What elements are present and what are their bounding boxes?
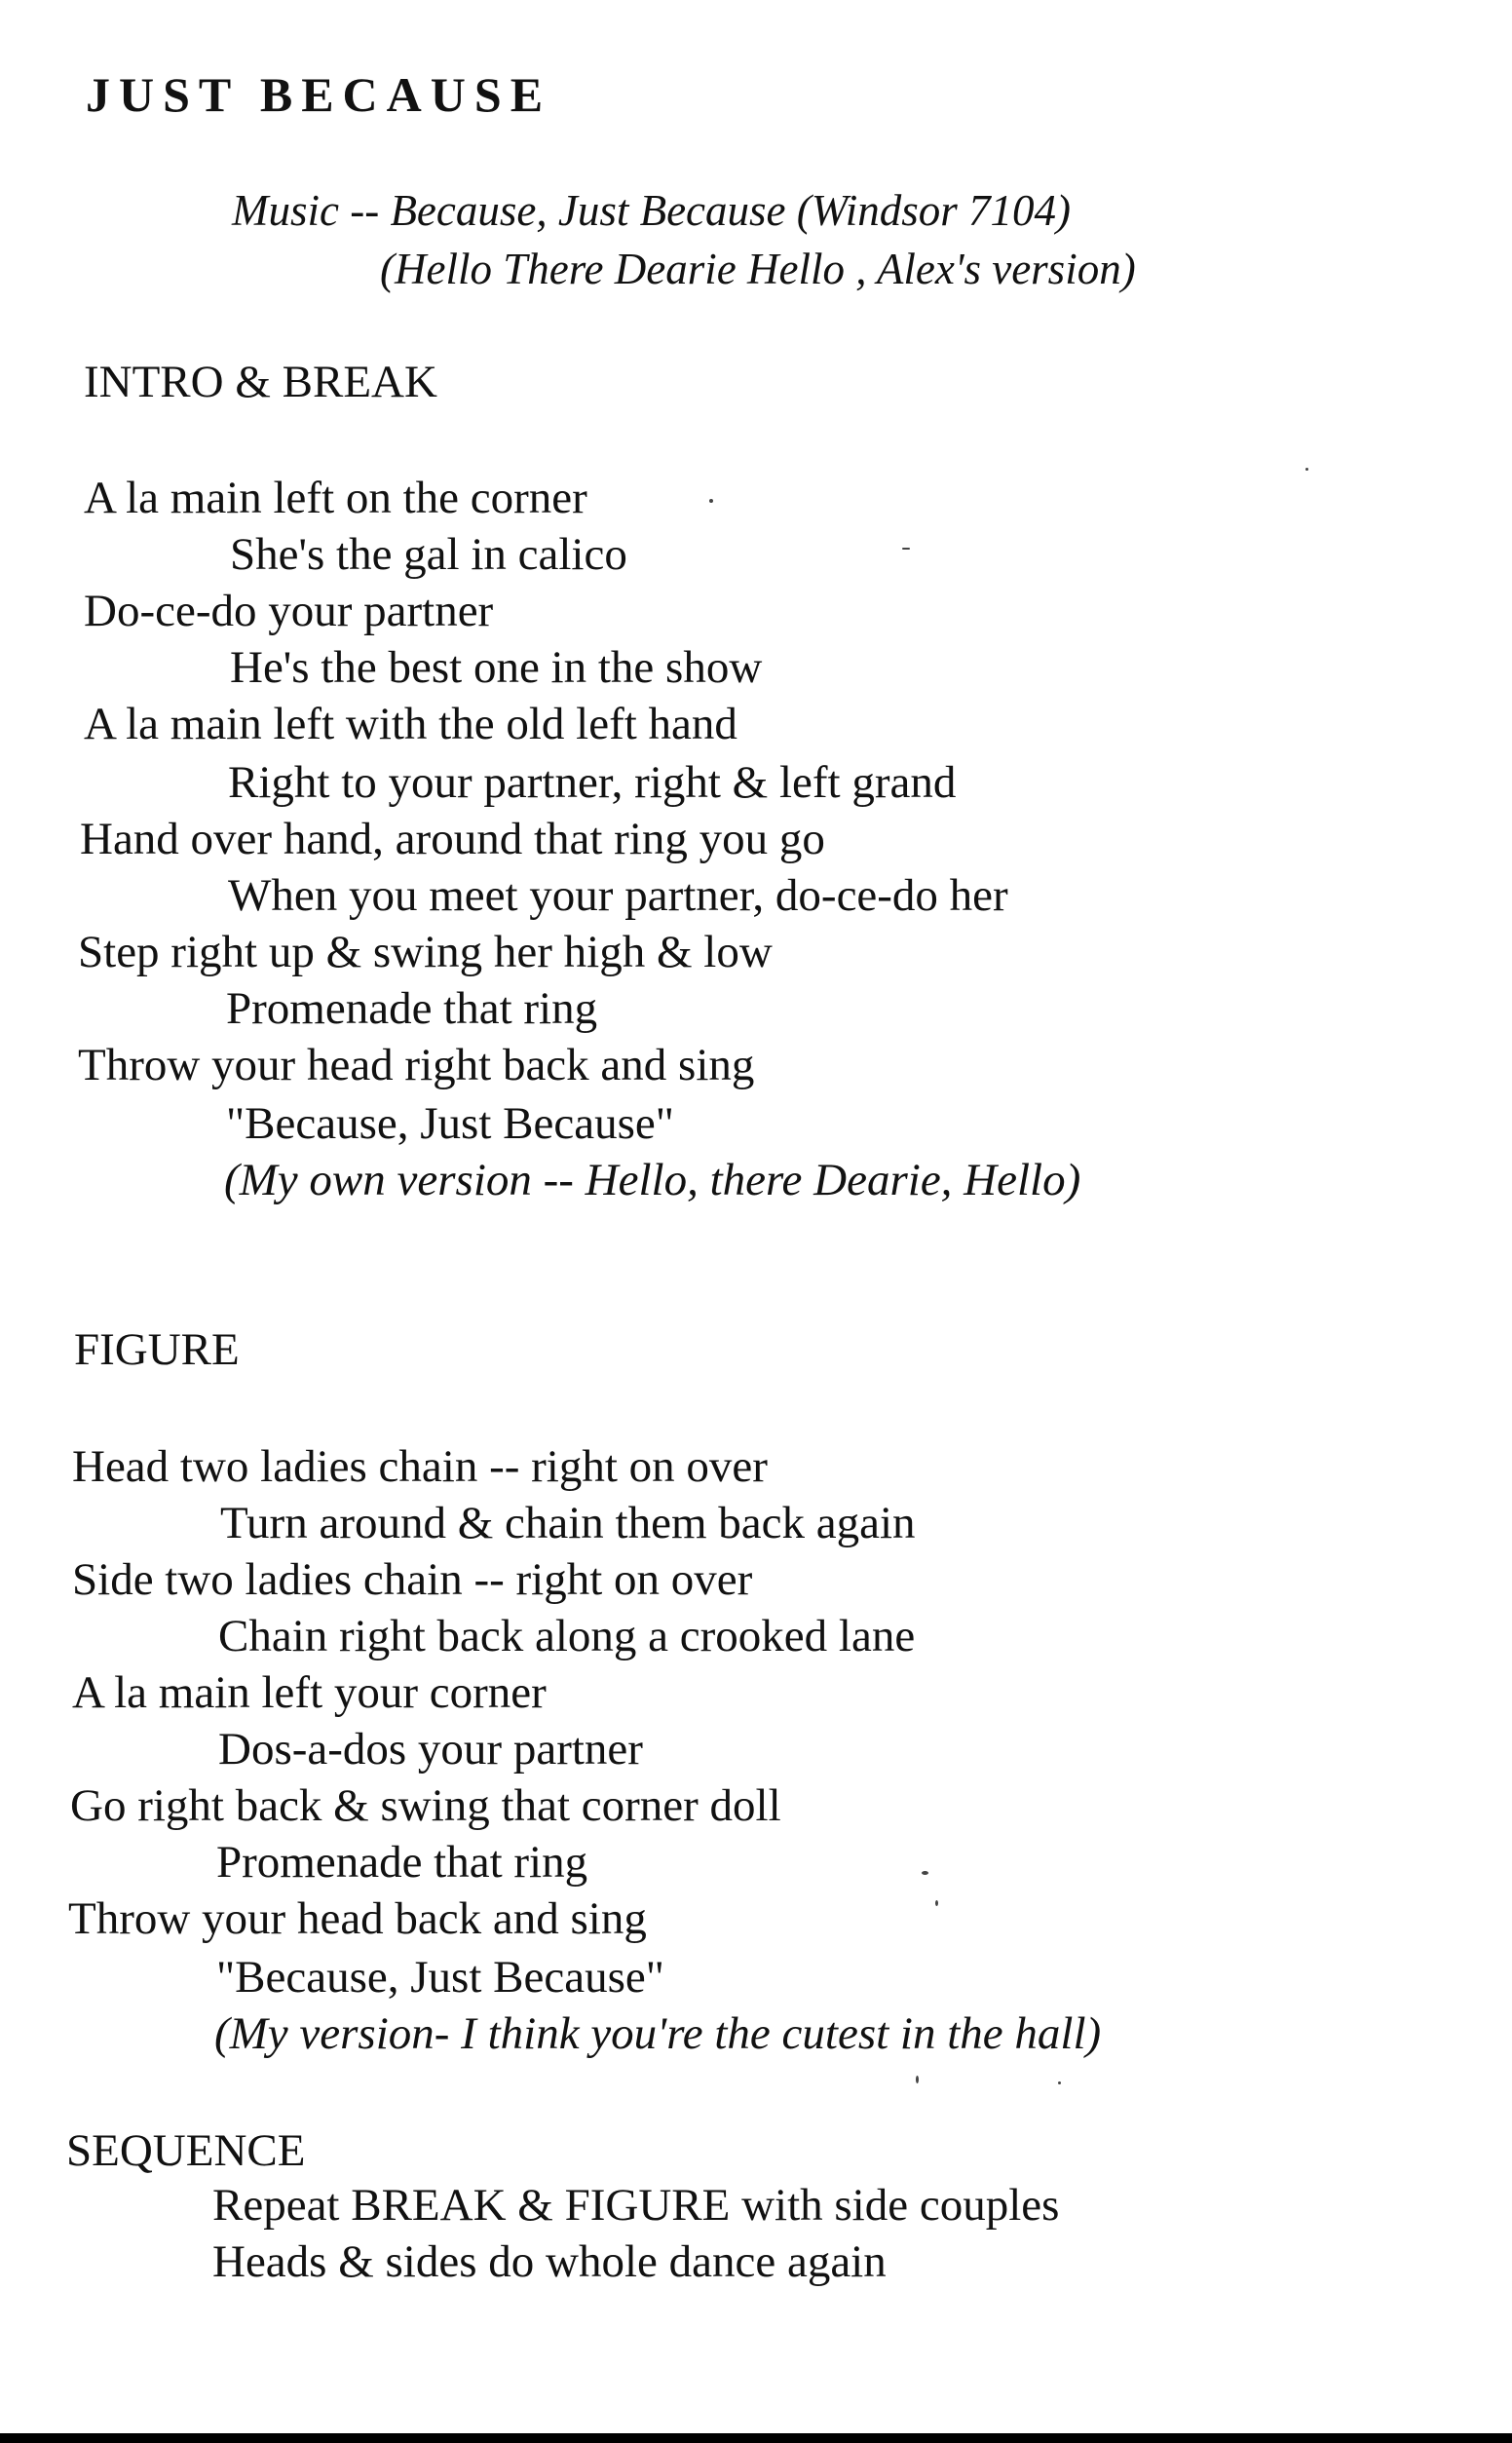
intro-line: Step right up & swing her high & low <box>78 927 773 977</box>
music-line-1: Music -- Because, Just Because (Windsor 7104) <box>232 186 1072 235</box>
scan-speck <box>902 548 910 550</box>
intro-line: Do-ce-do your partner <box>84 586 494 636</box>
intro-line: She's the gal in calico <box>230 529 627 580</box>
figure-heading: FIGURE <box>74 1324 240 1375</box>
sequence-line: Repeat BREAK & FIGURE with side couples <box>212 2180 1060 2231</box>
scan-speck <box>1058 2081 1061 2084</box>
intro-line: "Because, Just Because" <box>226 1098 674 1149</box>
figure-line: Head two ladies chain -- right on over <box>72 1441 768 1492</box>
figure-line: A la main left your corner <box>72 1667 547 1718</box>
figure-line: Go right back & swing that corner doll <box>70 1780 781 1831</box>
intro-line: Throw your head right back and sing <box>78 1040 755 1090</box>
scan-speck <box>1305 468 1308 471</box>
intro-line: A la main left with the old left hand <box>84 699 737 749</box>
figure-line: Promenade that ring <box>216 1837 588 1888</box>
sequence-line: Heads & sides do whole dance again <box>212 2236 887 2287</box>
scan-speck <box>709 499 713 503</box>
intro-line: When you meet your partner, do-ce-do her <box>228 870 1008 921</box>
figure-line: Side two ladies chain -- right on over <box>72 1554 753 1605</box>
figure-line: "Because, Just Because" <box>216 1952 664 2003</box>
scan-bottom-edge <box>0 2433 1512 2443</box>
intro-line: (My own version -- Hello, there Dearie, Hello) <box>224 1155 1081 1205</box>
scan-speck <box>935 1900 938 1906</box>
intro-line: Right to your partner, right & left grand <box>228 757 957 808</box>
figure-line: Turn around & chain them back again <box>220 1498 916 1548</box>
intro-line: A la main left on the corner <box>84 473 587 523</box>
scan-speck <box>916 2076 919 2083</box>
intro-line: Hand over hand, around that ring you go <box>80 814 825 864</box>
sequence-heading: SEQUENCE <box>66 2125 306 2176</box>
intro-line: He's the best one in the show <box>230 642 763 693</box>
figure-line: Dos-a-dos your partner <box>218 1724 643 1775</box>
page-title: JUST BECAUSE <box>86 67 552 122</box>
intro-line: Promenade that ring <box>226 983 598 1034</box>
figure-line: Throw your head back and sing <box>68 1893 647 1944</box>
figure-line: (My version- I think you're the cutest in the hall) <box>214 2008 1102 2059</box>
music-line-2: (Hello There Dearie Hello , Alex's version) <box>380 245 1136 293</box>
intro-heading: INTRO & BREAK <box>84 357 437 407</box>
figure-line: Chain right back along a crooked lane <box>218 1611 916 1661</box>
scan-speck <box>922 1871 928 1875</box>
